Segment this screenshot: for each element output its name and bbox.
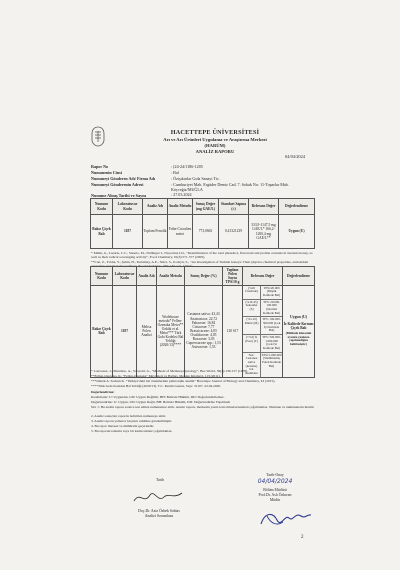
ref-left: Not: Castanea sativa (kestane) bal tanımlanır (244, 352, 259, 375)
table2-footnote: * Louveaux, J., Maurizio, A., Vorwohl, G., "Methods of Melissopalynology", Bee World, 59(4):139-157 (1978). (91, 369, 249, 373)
page-number: 2 (301, 535, 304, 540)
meta-value-sender: : Özişıkarlar Gıda Sanayi Tic. (171, 176, 220, 181)
sign-left-name: Doç.Dr. Aziz Özbek Sabtas (138, 509, 180, 513)
col-result: Sonuç Değer (mg GAE/L) (193, 199, 219, 215)
col-analysis-name: Analiz Adı (143, 199, 168, 215)
ref-right: TPS: 20.000-100.000 (Normal Kalitede Bal) (260, 300, 282, 317)
cell-lab-code: 1187 (113, 285, 137, 377)
meta-label-sender: Numuneyi Gönderen Adı/ Firma Adı (91, 176, 156, 181)
meta-label-sample-type: Numunenin Cinsi (91, 170, 122, 175)
eval-result: Uygun (U) (290, 315, 307, 320)
ref-right: TPS: 100.000-500.000 (Çok İyi Kalitede Bal) (260, 317, 282, 334)
cell-evaluation: Uygun (U) (279, 215, 315, 249)
note-line: Değerlendirme: (91, 390, 115, 394)
table1-footnote: **Can, Z., Yıldız, Y., Şahin, H., Turumtay, A.E., Silici, S., Kolaylı, S., "An investigation of Turkish honeys: Their physico-chemical properties, antioxidant (91, 260, 309, 264)
note-line: 5. Bu raporun tamamı veya bir kısmı izinsiz çoğaltılamaz. (91, 429, 173, 433)
cell-reference: 333,9-1147,5 mg GAE/L* 166,2-1200,4 mg GAE/L** (249, 215, 279, 249)
col-evaluation: Değerlendirme (279, 199, 315, 215)
note-line: 2. Analiz sonuçları raporda belirtilen numuneye aittir. (91, 414, 167, 418)
note-line: 4. Bu rapor imzasız ve mühürsüz geçersizdir. (91, 424, 155, 428)
eval-honey-type: İz Kalitede Kırmızı Çiçek Balı (283, 321, 314, 330)
cell-tps: 120 617 (223, 285, 243, 377)
col-sample-code: Numune Kodu (91, 199, 113, 215)
cell-std-dev: 0,41321239 (219, 215, 249, 249)
meta-value-sample-type: : Bal (171, 170, 179, 175)
col-reference: Referans Değer (243, 267, 283, 286)
report-date: 04/04/2024 (284, 154, 305, 159)
col-lab-code: Laboratuvar Kodu (113, 199, 143, 215)
cell-sample-code: Bakır Çiçek Balı (91, 215, 113, 249)
sign-right-label: Tarih-Onay (266, 473, 284, 477)
meta-value-sample-date: : 27.03.2024 (171, 192, 192, 197)
table1-footnote: * Malik, A., Lazaris, C.C., Sisselo, M., Nöllinger I., Nascoltus I.O., "Determination of the total phenolics, flavonoid and proline contents in Jeerenia honey, as well as their radical scavenging activity", Food Chemistry, 91(3):571-577 (2005). (91, 251, 313, 260)
note-line: Not 1: Bu analiz raporu sadece test edilen numunelere aittir. Analiz raporu, merkezin yazılı izni olmadan kısmen çoğaltılamaz. Numune ve numunelerin üretim (91, 405, 314, 409)
table2-footnote: **Fellen-Ozenaka, K. "Fellen-Ozenaka" Meyveleri ve Balları, Mehtap Kitabevi, 113 (2011). (91, 374, 221, 378)
ref-right: TPS: 500.000-1.000.000 (Çok İyi Kalitede Bal) (260, 335, 282, 352)
center-name: Arı ve Arı Ürünleri Uygulama ve Araştırma Merkezi (163, 137, 267, 142)
table-row (91, 215, 315, 249)
meta-label-report-no: Rapor No (91, 164, 109, 169)
ref-left: (<%3) İz (Eser) (T) (245, 334, 258, 343)
col-lab-code: Laboratuvar Kodu (113, 267, 137, 286)
sign-left-role: Analizi Sorumlusu (144, 514, 174, 518)
col-std-dev: Standart Sapma (±) (219, 199, 249, 215)
col-analysis-method: Analiz Metodu (157, 267, 185, 286)
hacettepe-logo-icon (90, 126, 106, 147)
university-title: HACETTEPE ÜNİVERSİTESİ (170, 129, 260, 136)
col-tps: Toplam Polen Sayısı TPS/10 g (223, 267, 243, 286)
table-row (91, 285, 315, 377)
cell-reference (243, 285, 283, 377)
table2-footnote: ****Türk Gıda Kodeksi Bal Tebliği (2020/13). T.C. Resmi Gazete, Sayı: 31107, 22.04.2020. (91, 384, 221, 388)
table2-footnote: ***Ozkök A. Sorkun K. "Türkiye'deki bal örneklerinin palinolojik analizi" Hacettepe Journal of Biology and Chemistry, 43 (2015). (91, 379, 276, 383)
col-result: Sonuç Değer (%) (185, 267, 223, 286)
cell-method: Folin-Ciocalteu metot (168, 215, 193, 249)
col-analysis-name: Analiz Adı (137, 267, 157, 286)
sign-right-role2: Müdür (269, 498, 281, 502)
meta-value-report-no: : (24-24/1186-1205 (171, 164, 203, 169)
section-title: Numune Alınış Tarihi ve Sayısı (91, 193, 147, 198)
col-evaluation: Değerlendirme (283, 267, 315, 286)
eval-note: (Bölümle kimsenin uyuntu çiçekten yapılmadığını belirtmiştir.) (285, 331, 312, 347)
cell-method: Wodehouse metodu* Fellen-Ozenaka Metot** Ozkök et al. Metot*** Türk Gıda Kodeksi Bal Tebliği (2020/13)**** (157, 285, 185, 377)
meta-label-address: Numuneyi Gönderenin Adresi (91, 182, 144, 187)
note-line: Kısaltmalar: U: Uygundur, UD: Uygun Değildir, BH: Belirsiz Hüküm, DD: Değerlendirilemez. (91, 395, 225, 399)
col-sample-code: Numune Kodu (91, 267, 113, 286)
meta-value-address: : Cumhuriyet Mah. Ergüder Demir Cad. 7. Sokak No: 11-Toparlar Mah. Köyceğiz/MUĞLA (171, 182, 289, 192)
total-phenolic-table (90, 198, 315, 249)
signature-left-icon (130, 487, 188, 507)
sign-right-role1: Bölüm Müdürü (263, 488, 287, 492)
col-analysis-method: Analiz Metodu (168, 199, 193, 215)
ref-left: (%45 Üzerinde) (245, 285, 258, 294)
sign-right-name: Prof.Dr. Aslı Özkırım (258, 493, 292, 497)
report-type: ANALİZ RAPORU (195, 149, 235, 154)
cell-evaluation (283, 285, 315, 377)
center-abbr: (HARÜM) (204, 143, 226, 148)
cell-result: Castanea sativa: 43,43 Anastasiaca: 22,72 Fabaceae: 16,84 Cistaceae: 7,77 Brassicaceae: 4,05 Oxalidaceae: 4,05 Rosaceae: 3,03 Cupressaceae spp.: 1,53 Asteraceae: 1,53 (185, 285, 223, 377)
sign-right-date: 04/04/2024 (257, 478, 293, 485)
pollen-analysis-table (90, 266, 315, 378)
signature-stamp-icon (255, 506, 315, 532)
cell-lab-code: 1187 (113, 215, 143, 249)
ref-right: TPS≥20.000 (Düşük Kalitede Bal) (260, 286, 282, 299)
cell-analysis: Toplam Fenolik (143, 215, 168, 249)
ref-left: (%10-45) Sekonder (S) (245, 299, 258, 311)
note-line: 3. Analiz raporu yalnızca başvuru sahibine gönderilmiştir. (91, 419, 173, 423)
sign-left-date-label: Tarih (156, 478, 164, 482)
cell-result: 773,0663 (193, 215, 219, 249)
cell-analysis: Melisa Polen Analizi (137, 285, 157, 377)
ref-left: (%3-10) Minör (M) (244, 317, 259, 325)
cell-sample-code: Bakır Çiçek Balı (91, 285, 113, 377)
note-line: Değerlendirme: U: Uygun, UD: Uygun Değil, BH: Belirsiz Hüküm, DD: Değerlendirme Yapılmadı (91, 400, 231, 404)
ref-right: TPS≥1.000.000 (Süzülmemiş Polen Kalitede Bal) (260, 353, 282, 377)
col-reference: Referans Değer (249, 199, 279, 215)
